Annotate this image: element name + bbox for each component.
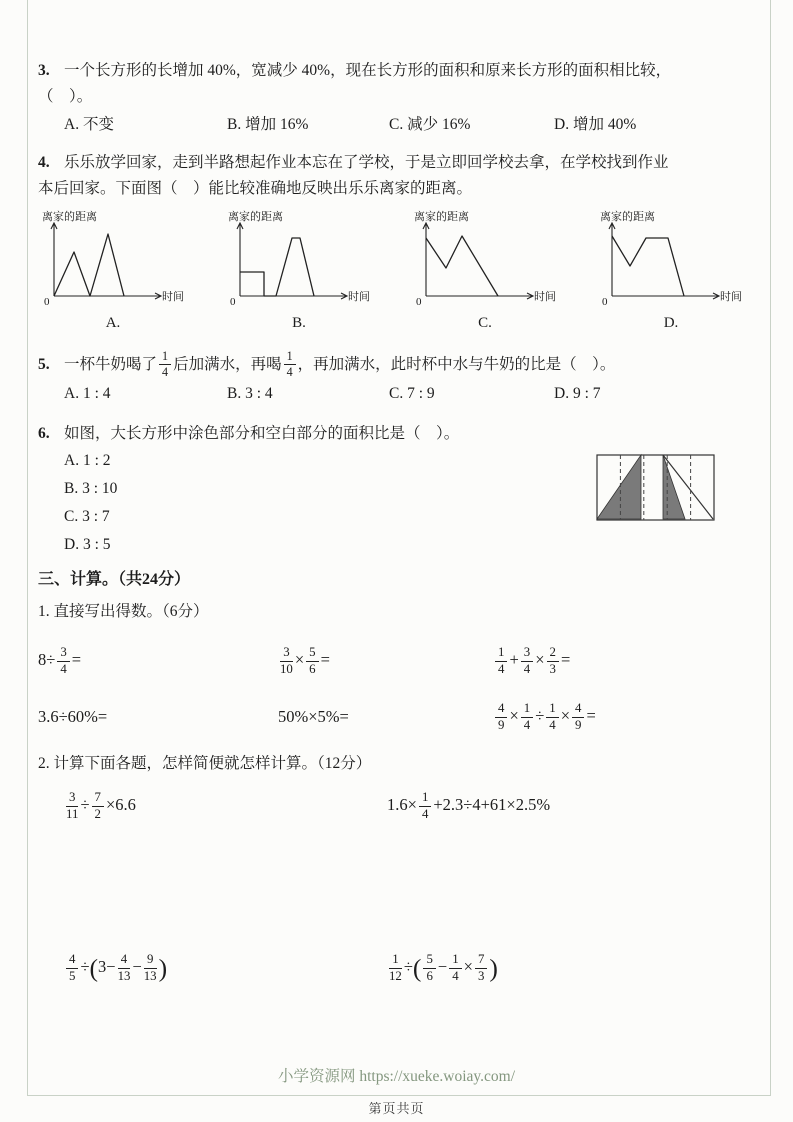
x-axis-label: 时间 — [348, 291, 370, 303]
option-c: C. 3 : 7 — [64, 508, 110, 526]
x-axis-label: 时间 — [534, 291, 556, 303]
fraction: $\frac{3}{4}$ — [521, 646, 533, 677]
question-text: 如图，大长方形中涂色部分和空白部分的面积比是（ ）。 — [64, 425, 460, 443]
question-number: 4. — [38, 154, 50, 171]
fraction: $\frac{4}{13}$ — [117, 952, 131, 983]
expression: 50%×5%= — [278, 707, 349, 727]
fraction: $\frac{4}{9}$ — [572, 702, 584, 733]
shaded-triangle-middle — [663, 455, 685, 519]
expression: $\frac{1}{12}$ ÷( $\frac{5}{6}$ − $\frac{1}{4}$ × $\frac{7}{3}$ ) — [389, 952, 498, 983]
origin-label: 0 — [230, 296, 236, 308]
fraction: $\frac{3}{4}$ — [57, 646, 69, 677]
fraction: $\frac{7}{3}$ — [475, 953, 487, 984]
shaded-rectangle-diagram — [595, 453, 717, 523]
parenthesis: ) — [158, 953, 168, 983]
distance-curve — [54, 234, 124, 296]
option-d: D. 3 : 5 — [64, 536, 111, 554]
question-text: 一个长方形的长增加 40%，宽减少 40%，现在长方形的面积和原来长方形的面积相比较， — [64, 62, 672, 79]
shaded-triangle-left — [597, 455, 641, 519]
question-number: 3. — [38, 62, 50, 79]
fraction: $\frac{1}{4}$ — [449, 953, 461, 984]
option-d: D. 9 : 7 — [554, 385, 601, 403]
graph-d-plot — [596, 208, 746, 308]
fraction: $\frac{4}{9}$ — [495, 702, 507, 733]
question-6-options — [64, 447, 494, 559]
expression: $\frac{3}{10}$ × $\frac{5}{6}$ = — [280, 644, 330, 676]
fraction: $\frac{1}{4}$ — [546, 702, 558, 733]
question-4-line2: 本后回家。下面图（ ）能比较准确地反映出乐乐离家的距离。 — [38, 180, 473, 197]
fraction: $\frac{2}{3}$ — [547, 646, 559, 677]
graph-label: D. — [663, 315, 679, 331]
expression: $\frac{1}{4}$ + $\frac{3}{4}$ × $\frac{2}{3}$ = — [493, 646, 753, 677]
distance-curve — [426, 236, 498, 296]
question-3-line1 — [38, 58, 753, 84]
graph-b-plot — [224, 208, 374, 308]
question-6 — [38, 421, 753, 559]
question-6-line — [38, 421, 753, 447]
footer-page-number: 第页共页 — [368, 1101, 425, 1116]
distance-time-graphs — [38, 208, 753, 336]
y-axis-label: 离家的距离 — [42, 211, 97, 223]
option-c: C. 7 : 9 — [389, 385, 435, 403]
distance-curve — [612, 236, 684, 296]
graph-a-plot — [38, 208, 188, 308]
question-number: 6. — [38, 425, 50, 443]
calculation-row-2 — [64, 953, 753, 993]
rectangle-figure — [595, 453, 717, 532]
fraction: $\frac{1}{4}$ — [159, 350, 171, 379]
graph-label: C. — [478, 315, 492, 331]
origin-label: 0 — [416, 296, 422, 308]
fraction: $\frac{1}{12}$ — [389, 952, 402, 983]
parenthesis: ( — [412, 953, 422, 983]
option-b: B. 增加 16% — [227, 116, 309, 133]
distance-curve — [240, 238, 314, 296]
origin-label: 0 — [44, 296, 50, 308]
mental-math-row-1 — [38, 641, 753, 681]
option-a: A. 不变 — [64, 116, 114, 133]
graph-label: B. — [292, 315, 306, 331]
calc-item-1: 1. 直接写出得数。（6分） — [38, 603, 209, 621]
option-a: A. 1 : 2 — [64, 452, 111, 470]
fraction: $\frac{3}{11}$ — [66, 790, 79, 821]
fraction: $\frac{1}{4}$ — [495, 646, 507, 677]
option-a: A. 1 : 4 — [64, 385, 111, 403]
question-5-line — [38, 350, 753, 379]
question-number: 5. — [38, 355, 50, 373]
fraction: $\frac{9}{13}$ — [143, 952, 157, 983]
question-4-line1 — [38, 150, 753, 176]
question-6-body — [38, 447, 753, 559]
parenthesis: ( — [89, 953, 99, 983]
calc-item-2: 2. 计算下面各题，怎样简便就怎样计算。（12分） — [38, 755, 372, 773]
expression: 8÷ $\frac{3}{4}$ = — [38, 644, 82, 676]
expression: $\frac{3}{11}$ ÷ $\frac{7}{2}$ ×6.6 — [66, 790, 136, 821]
fraction: $\frac{5}{6}$ — [306, 646, 318, 677]
fraction: $\frac{7}{2}$ — [92, 791, 104, 822]
graph-c-plot — [410, 208, 560, 308]
option-d: D. 增加 40% — [554, 116, 637, 133]
graph-option-c — [410, 208, 560, 336]
y-axis-label: 离家的距离 — [228, 211, 283, 223]
parenthesis: ) — [489, 953, 498, 983]
question-3 — [38, 58, 753, 138]
question-5-options — [64, 381, 753, 407]
fraction: $\frac{5}{6}$ — [423, 953, 435, 984]
origin-label: 0 — [602, 296, 608, 308]
question-3-options — [64, 112, 753, 138]
page-content — [38, 58, 753, 993]
footer-site-watermark: 小学资源网 https://xueke.woiay.com/ — [277, 1068, 516, 1085]
graph-option-d — [596, 208, 746, 336]
fraction: $\frac{3}{10}$ — [280, 644, 293, 676]
question-5 — [38, 350, 753, 407]
expression: 1.6× $\frac{1}{4}$ +2.3÷4+61×2.5% — [387, 790, 551, 821]
graph-option-b — [224, 208, 374, 336]
x-axis-label: 时间 — [720, 291, 742, 303]
expression: $\frac{4}{5}$ ÷(3− $\frac{4}{13}$ − $\frac{9}{13}$ ) — [64, 953, 387, 993]
fraction: $\frac{1}{4}$ — [284, 350, 296, 379]
question-4 — [38, 150, 753, 336]
y-axis-label: 离家的距离 — [414, 211, 469, 223]
question-text: 一杯牛奶喝了 $\frac{1}{4}$ 后加满水，再喝 $\frac{1}{4}$ ，再加满水，此时杯中水与牛奶的比是（ ）。 — [64, 349, 616, 380]
graph-label: A. — [105, 315, 121, 331]
expression: $\frac{4}{9}$ × $\frac{1}{4}$ ÷ $\frac{1}{4}$ × $\frac{4}{9}$ = — [493, 702, 753, 733]
expression: 3.6÷60%= — [38, 707, 108, 727]
y-axis-label: 离家的距离 — [600, 211, 655, 223]
fraction: $\frac{4}{5}$ — [66, 953, 78, 984]
question-3-line2: （ ）。 — [38, 88, 93, 105]
fraction: $\frac{1}{4}$ — [521, 702, 533, 733]
graph-option-a — [38, 208, 188, 336]
calculation-row-1 — [64, 791, 753, 831]
question-text: 乐乐放学回家，走到半路想起作业本忘在了学校，于是立即回学校去拿，在学校找到作业 — [64, 154, 669, 171]
fraction: $\frac{1}{4}$ — [419, 791, 431, 822]
x-axis-label: 时间 — [162, 291, 184, 303]
section-title: 三、计算。（共24分） — [38, 571, 191, 589]
option-b: B. 3 : 10 — [64, 480, 118, 498]
mental-math-row-2 — [38, 697, 753, 737]
section-3 — [38, 567, 753, 993]
option-c: C. 减少 16% — [389, 116, 471, 133]
option-b: B. 3 : 4 — [227, 385, 273, 403]
